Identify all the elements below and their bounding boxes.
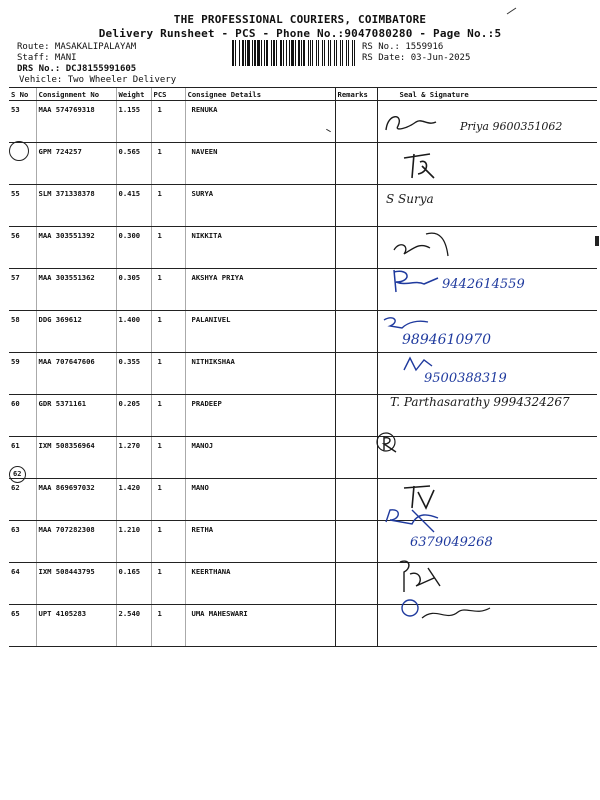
drs-number: DRS No.: DCJ8155991605 <box>17 64 137 74</box>
table-header-row <box>9 88 597 101</box>
cell-remarks <box>335 437 377 479</box>
cell-weight: 2.540 <box>116 605 151 647</box>
cell-sno: 62 <box>9 479 36 521</box>
cell-pcs: 1 <box>151 143 185 185</box>
cell-consignment: GDR 5371161 <box>36 395 116 437</box>
cell-sno: 64 <box>9 563 36 605</box>
cell-pcs: 1 <box>151 395 185 437</box>
cell-sno: 56 <box>9 227 36 269</box>
cell-remarks <box>335 143 377 185</box>
cell-pcs: 1 <box>151 563 185 605</box>
route-label: Route: MASAKALIPALAYAM <box>17 42 137 52</box>
phone-row53: Priya 9600351062 <box>460 120 563 133</box>
cell-pcs: 1 <box>151 479 185 521</box>
vehicle-label: Vehicle: Two Wheeler Delivery <box>19 75 177 85</box>
cell-weight: 1.420 <box>116 479 151 521</box>
cell-pcs: 1 <box>151 353 185 395</box>
cell-weight: 0.305 <box>116 269 151 311</box>
table-row <box>9 563 597 605</box>
signature-row65 <box>396 592 506 632</box>
cell-consignee: NITHIKSHAA <box>185 353 335 395</box>
cell-pcs: 1 <box>151 227 185 269</box>
name-row55: S Surya <box>386 192 434 206</box>
cell-consignee: PALANIVEL <box>185 311 335 353</box>
col-weight: Weight <box>116 88 151 101</box>
cell-consignee: NAVEEN <box>185 143 335 185</box>
runsheet-subtitle: Delivery Runsheet - PCS - Phone No.:9047080280 - Page No.:5 <box>98 27 502 40</box>
signature-row59 <box>402 352 562 390</box>
cell-pcs: 1 <box>151 101 185 143</box>
signature-row63 <box>382 506 582 560</box>
cell-weight: 0.205 <box>116 395 151 437</box>
signature-row53 <box>378 110 578 144</box>
cell-consignee: UMA MAHESWARI <box>185 605 335 647</box>
cell-pcs: 1 <box>151 605 185 647</box>
cell-consignment: IXM 508443795 <box>36 563 116 605</box>
cell-sno: 53 <box>9 101 36 143</box>
rs-date: RS Date: 03-Jun-2025 <box>362 53 471 63</box>
circled-sno-62: 62 <box>13 470 22 478</box>
col-sno: S No <box>9 88 36 101</box>
table-row <box>9 605 597 647</box>
cell-remarks <box>335 479 377 521</box>
cell-consignee: RENUKA <box>185 101 335 143</box>
circle-mark-row54 <box>9 141 29 161</box>
phone-row58: 9894610970 <box>402 332 492 348</box>
cell-weight: 0.165 <box>116 563 151 605</box>
cell-remarks <box>335 101 377 143</box>
cell-consignee: MANOJ <box>185 437 335 479</box>
signature-row61 <box>374 428 414 462</box>
col-consignment: Consignment No <box>36 88 116 101</box>
cell-sno: 65 <box>9 605 36 647</box>
cell-remarks <box>335 353 377 395</box>
name-phone-row60: T. Parthasarathy 9994324267 <box>390 395 570 409</box>
document-title: THE PROFESSIONAL COURIERS, COIMBATORE <box>173 13 427 26</box>
signature-row60 <box>384 392 584 438</box>
cell-sno: 63 <box>9 521 36 563</box>
cell-sno: 60 <box>9 395 36 437</box>
cell-pcs: 1 <box>151 521 185 563</box>
cell-pcs: 1 <box>151 185 185 227</box>
cell-consignment: DDG 369612 <box>36 311 116 353</box>
cell-weight: 0.415 <box>116 185 151 227</box>
cell-consignment: GPM 724257 <box>36 143 116 185</box>
cell-remarks <box>335 395 377 437</box>
cell-consignment: MAA 303551362 <box>36 269 116 311</box>
cell-consignee: AKSHYA PRIYA <box>185 269 335 311</box>
phone-row57: 9442614559 <box>442 277 525 292</box>
cell-remarks <box>335 563 377 605</box>
table-row <box>9 437 597 479</box>
cell-sno: 59 <box>9 353 36 395</box>
phone-row59: 9500388319 <box>424 371 507 386</box>
signature-row55 <box>386 185 466 213</box>
col-signature: Seal & Signature <box>377 88 597 101</box>
cell-consignment: MAA 869697032 <box>36 479 116 521</box>
signature-row54 <box>400 148 440 186</box>
cell-consignee: KEERTHANA <box>185 563 335 605</box>
cell-weight: 1.400 <box>116 311 151 353</box>
cell-weight: 0.300 <box>116 227 151 269</box>
cell-remarks <box>335 185 377 227</box>
cell-remarks <box>335 521 377 563</box>
cell-sno: 58 <box>9 311 36 353</box>
cell-weight: 0.565 <box>116 143 151 185</box>
cell-weight: 1.155 <box>116 101 151 143</box>
cell-consignment: UPT 4105283 <box>36 605 116 647</box>
cell-remarks <box>335 311 377 353</box>
cell-consignee: RETHA <box>185 521 335 563</box>
cell-consignee: SURYA <box>185 185 335 227</box>
cell-consignee: MANO <box>185 479 335 521</box>
cell-consignment: MAA 707282308 <box>36 521 116 563</box>
cell-consignee: NIKKITA <box>185 227 335 269</box>
cell-sno: 57 <box>9 269 36 311</box>
corner-pen-mark <box>505 6 519 16</box>
rs-number: RS No.: 1559916 <box>362 42 444 52</box>
cell-sno: 55 <box>9 185 36 227</box>
table-row <box>9 185 597 227</box>
table-row <box>9 227 597 269</box>
cell-consignment: IXM 508356964 <box>36 437 116 479</box>
cell-weight: 1.270 <box>116 437 151 479</box>
barcode-image <box>232 40 356 66</box>
edge-mark <box>595 236 599 246</box>
cell-remarks <box>335 269 377 311</box>
signature-row56 <box>390 226 470 264</box>
cell-pcs: 1 <box>151 269 185 311</box>
cell-pcs: 1 <box>151 311 185 353</box>
table-row <box>9 143 597 185</box>
staff-label: Staff: MANI <box>17 53 77 63</box>
cell-pcs: 1 <box>151 437 185 479</box>
cell-weight: 0.355 <box>116 353 151 395</box>
cell-remarks <box>335 605 377 647</box>
cell-consignee: PRADEEP <box>185 395 335 437</box>
signature-row57 <box>390 264 590 300</box>
signature-row58 <box>382 312 582 354</box>
cell-consignment: SLM 371338378 <box>36 185 116 227</box>
cell-consignment: MAA 303551392 <box>36 227 116 269</box>
cell-weight: 1.210 <box>116 521 151 563</box>
col-remarks: Remarks <box>335 88 377 101</box>
cell-remarks <box>335 227 377 269</box>
col-consignee: Consignee Details <box>185 88 335 101</box>
cell-consignment: MAA 574769318 <box>36 101 116 143</box>
phone-row63: 6379049268 <box>410 535 493 550</box>
col-pcs: PCS <box>151 88 185 101</box>
cell-consignment: MAA 707647606 <box>36 353 116 395</box>
cell-sno: 61 <box>9 437 36 479</box>
